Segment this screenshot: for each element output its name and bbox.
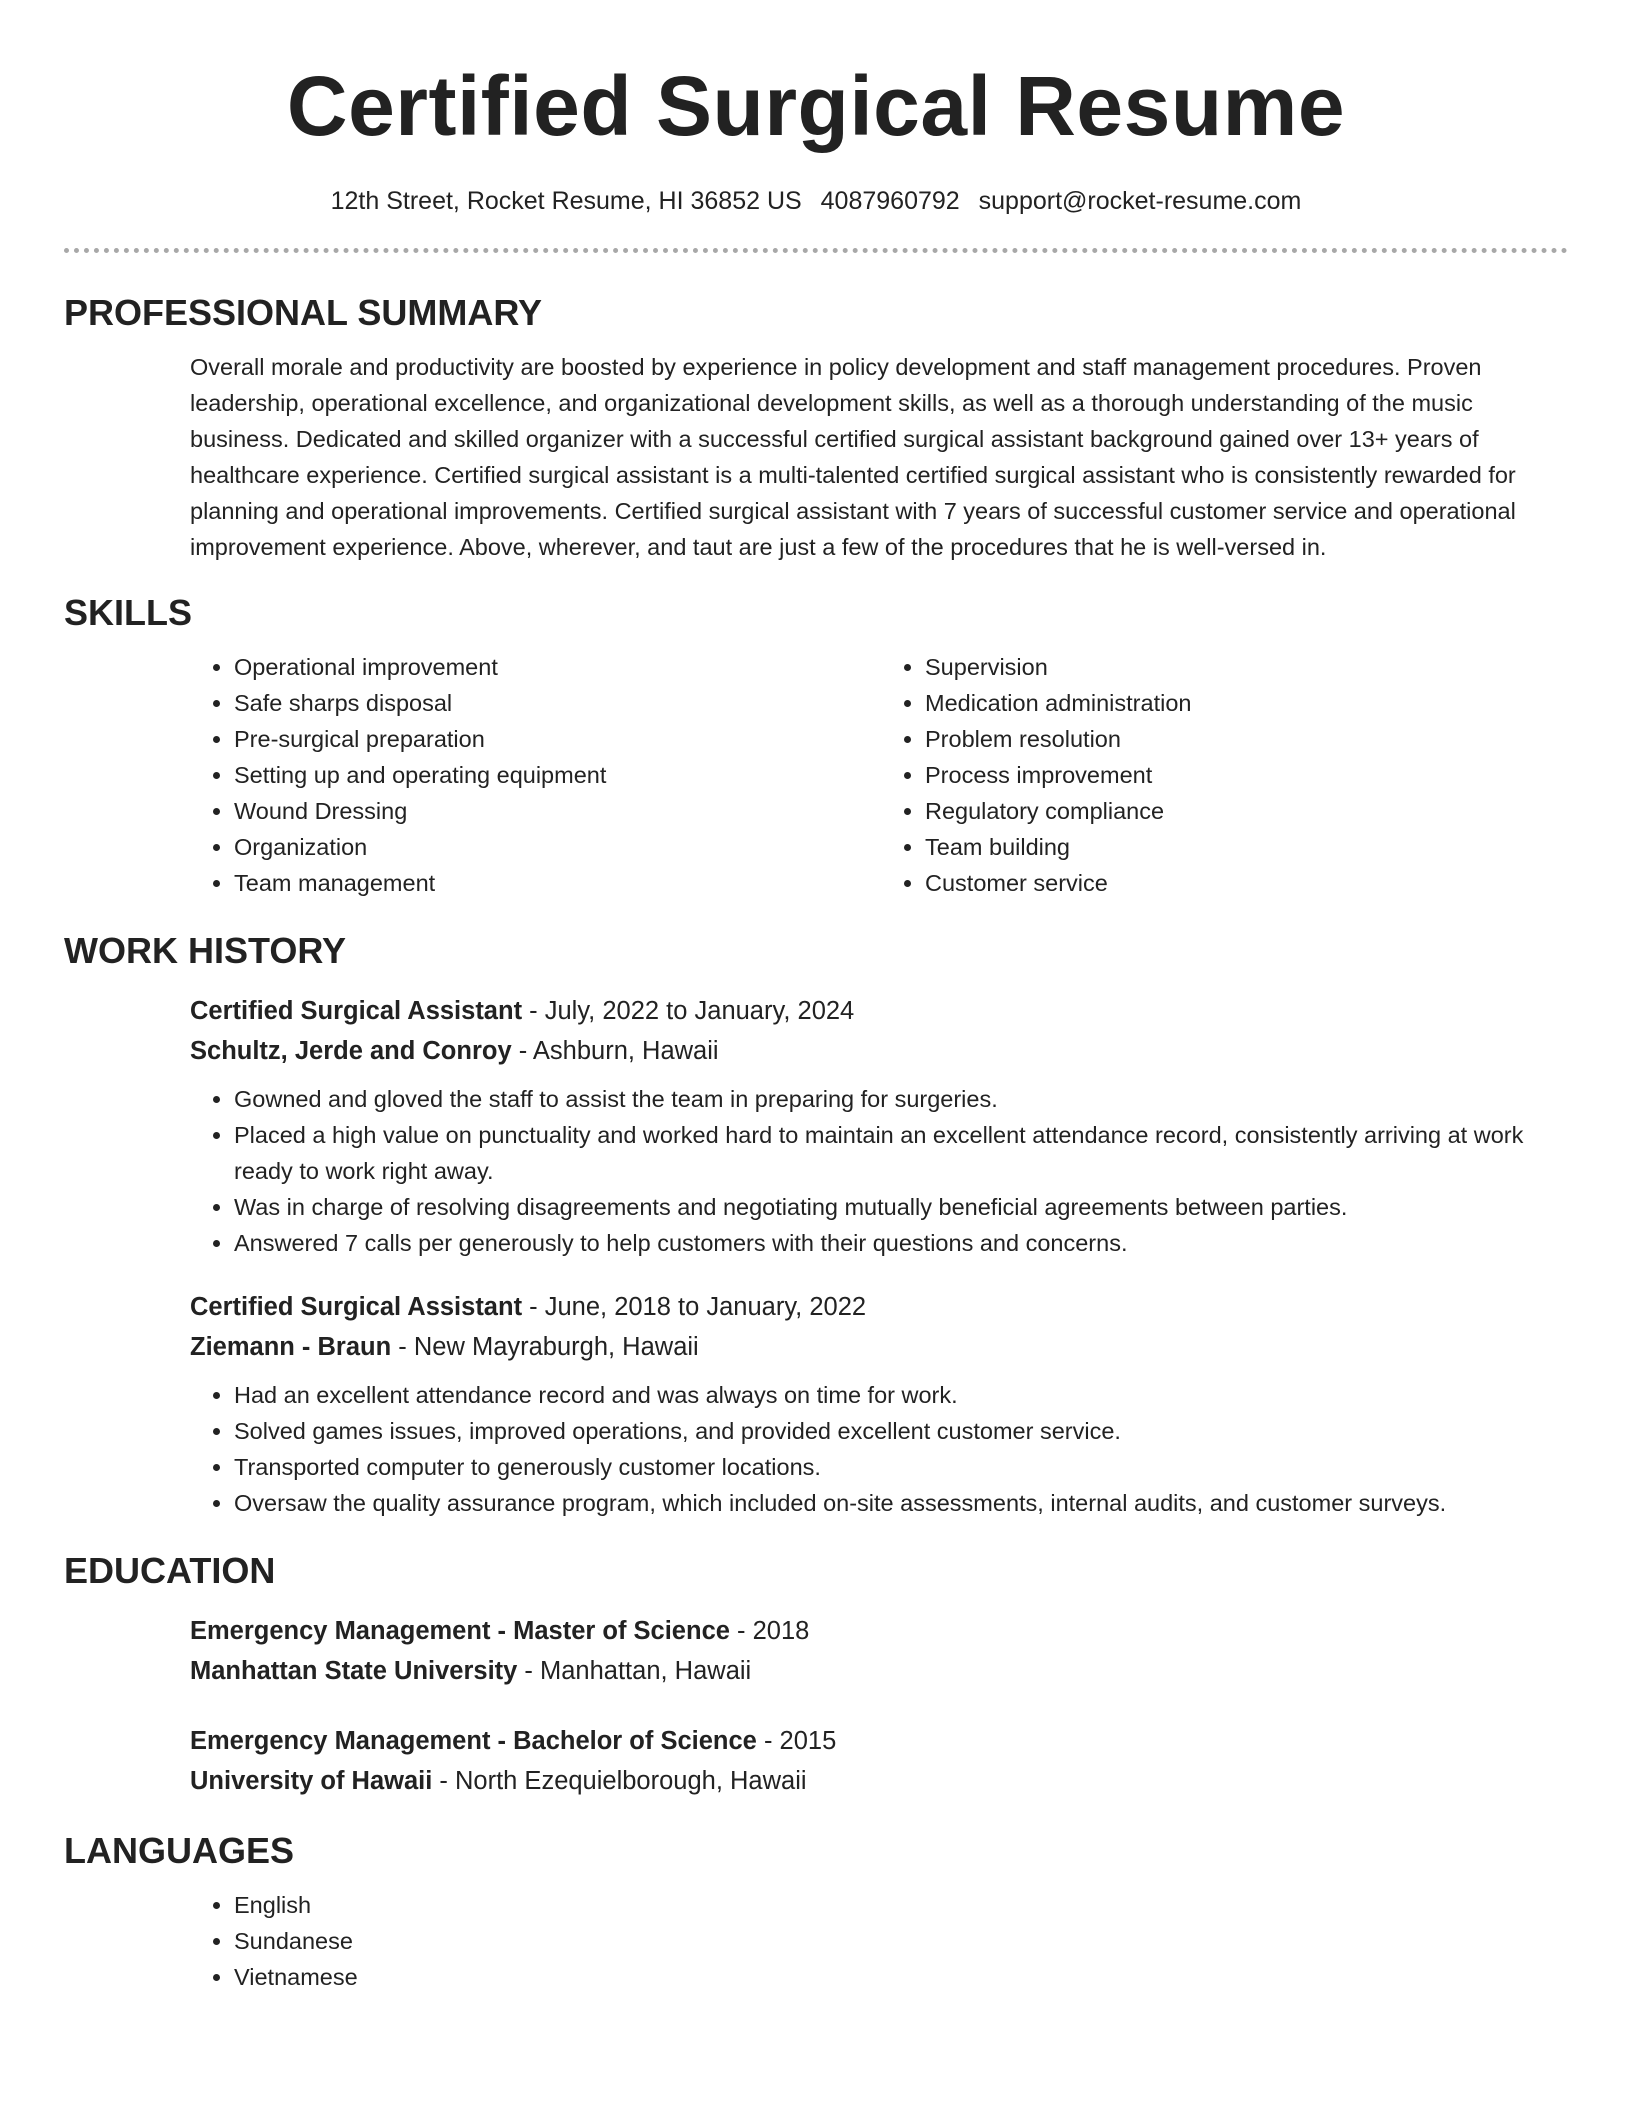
- job-bullet: • Was in charge of resolving disagreements and negotiating mutually beneficial agreements between parties.: [234, 1189, 1572, 1225]
- job-bullet: • Oversaw the quality assurance program, which included on-site assessments, internal audits, and customer surveys.: [234, 1485, 1572, 1521]
- job-title-line: [190, 1287, 1572, 1327]
- job-location: - New Mayraburgh, Hawaii: [391, 1333, 699, 1361]
- header-divider: [64, 248, 1568, 253]
- skills-columns: [0, 649, 1632, 901]
- job-dates: - July, 2022 to January, 2024: [522, 997, 855, 1025]
- summary-heading: PROFESSIONAL SUMMARY: [64, 292, 543, 333]
- school-location: - Manhattan, Hawaii: [517, 1657, 752, 1685]
- education-section: [0, 1549, 1632, 1801]
- skill-item: • Process improvement: [925, 757, 1572, 793]
- work-history-heading: WORK HISTORY: [64, 930, 347, 971]
- language-item: • Vietnamese: [234, 1959, 1572, 1995]
- education-heading: EDUCATION: [64, 1550, 276, 1591]
- degree-year: - 2018: [729, 1617, 810, 1645]
- skill-item: • Customer service: [925, 865, 1572, 901]
- education-entry: [0, 1721, 1632, 1801]
- job-title-line: [190, 991, 1572, 1031]
- work-history-section: [0, 929, 1632, 1521]
- school-name: University of Hawaii: [190, 1767, 433, 1795]
- job-company-line: [190, 1031, 1572, 1071]
- skills-list-left: [190, 649, 881, 901]
- skill-item: • Problem resolution: [925, 721, 1572, 757]
- skills-heading: SKILLS: [64, 592, 193, 633]
- job-bullet: • Answered 7 calls per generously to help customers with their questions and concerns.: [234, 1225, 1572, 1261]
- email-text: support@rocket-resume.com: [978, 187, 1302, 215]
- school-location: - North Ezequielborough, Hawaii: [432, 1767, 807, 1795]
- job-dates: - June, 2018 to January, 2022: [522, 1293, 867, 1321]
- skills-section: [0, 591, 1632, 901]
- degree-name: Emergency Management - Master of Science: [190, 1617, 730, 1645]
- job-title: Certified Surgical Assistant: [190, 1293, 523, 1321]
- skill-item: • Safe sharps disposal: [234, 685, 881, 721]
- skill-item: • Pre-surgical preparation: [234, 721, 881, 757]
- skill-item: • Team building: [925, 829, 1572, 865]
- skills-list-right: [881, 649, 1572, 901]
- education-entry: [0, 1611, 1632, 1691]
- phone-text: 4087960792: [820, 187, 960, 215]
- languages-block: [0, 1887, 1632, 1995]
- skill-item: • Setting up and operating equipment: [234, 757, 881, 793]
- resume-title: Certified Surgical Resume: [286, 59, 1346, 153]
- job-bullet: • Solved games issues, improved operations, and provided excellent customer service.: [234, 1413, 1572, 1449]
- job-entry: [0, 1287, 1632, 1521]
- job-company: Ziemann - Braun: [190, 1333, 392, 1361]
- skill-item: • Medication administration: [925, 685, 1572, 721]
- job-bullets: [190, 1377, 1572, 1521]
- skill-item: • Regulatory compliance: [925, 793, 1572, 829]
- job-company-line: [190, 1327, 1572, 1367]
- skill-item: • Team management: [234, 865, 881, 901]
- job-bullet: • Transported computer to generously customer locations.: [234, 1449, 1572, 1485]
- language-item: • English: [234, 1887, 1572, 1923]
- languages-heading: LANGUAGES: [64, 1830, 295, 1871]
- skill-item: • Operational improvement: [234, 649, 881, 685]
- school-line: [190, 1761, 1572, 1801]
- degree-name: Emergency Management - Bachelor of Science: [190, 1727, 757, 1755]
- skill-item: • Supervision: [925, 649, 1572, 685]
- skill-item: • Wound Dressing: [234, 793, 881, 829]
- summary-text: Overall morale and productivity are boosted by experience in policy development and staff management procedures. Proven leadership, operational excellence, and organizational development skills, as well as a thorough understanding of the music business. Dedicated and skilled organizer with a successful certified surgical assistant background gained over 13+ years of healthcare experience. Certified surgical assistant is a multi-talented certified surgical assistant who is consistently rewarded for planning and operational improvements. Certified surgical assistant with 7 years of successful customer service and operational improvement experience. Above, wherever, and taut are just a few of the procedures that he is well-versed in.: [190, 354, 1516, 560]
- job-entry: [0, 991, 1632, 1261]
- address-text: 12th Street, Rocket Resume, HI 36852 US: [330, 187, 802, 215]
- job-bullet: • Had an excellent attendance record and was always on time for work.: [234, 1377, 1572, 1413]
- languages-section: [0, 1829, 1632, 1995]
- school-name: Manhattan State University: [190, 1657, 518, 1685]
- summary-section: [0, 291, 1632, 565]
- contact-line: [0, 184, 1632, 218]
- degree-line: [190, 1721, 1572, 1761]
- skill-item: • Organization: [234, 829, 881, 865]
- job-bullets: [190, 1081, 1572, 1261]
- job-location: - Ashburn, Hawaii: [511, 1037, 719, 1065]
- degree-line: [190, 1611, 1572, 1651]
- job-title: Certified Surgical Assistant: [190, 997, 523, 1025]
- job-bullet: • Gowned and gloved the staff to assist the team in preparing for surgeries.: [234, 1081, 1572, 1117]
- degree-year: - 2015: [756, 1727, 837, 1755]
- language-item: • Sundanese: [234, 1923, 1572, 1959]
- job-company: Schultz, Jerde and Conroy: [190, 1037, 512, 1065]
- job-bullet: • Placed a high value on punctuality and worked hard to maintain an excellent attendance record, consistently arriving at work ready to work right away.: [234, 1117, 1572, 1189]
- school-line: [190, 1651, 1572, 1691]
- languages-list: [190, 1887, 1572, 1995]
